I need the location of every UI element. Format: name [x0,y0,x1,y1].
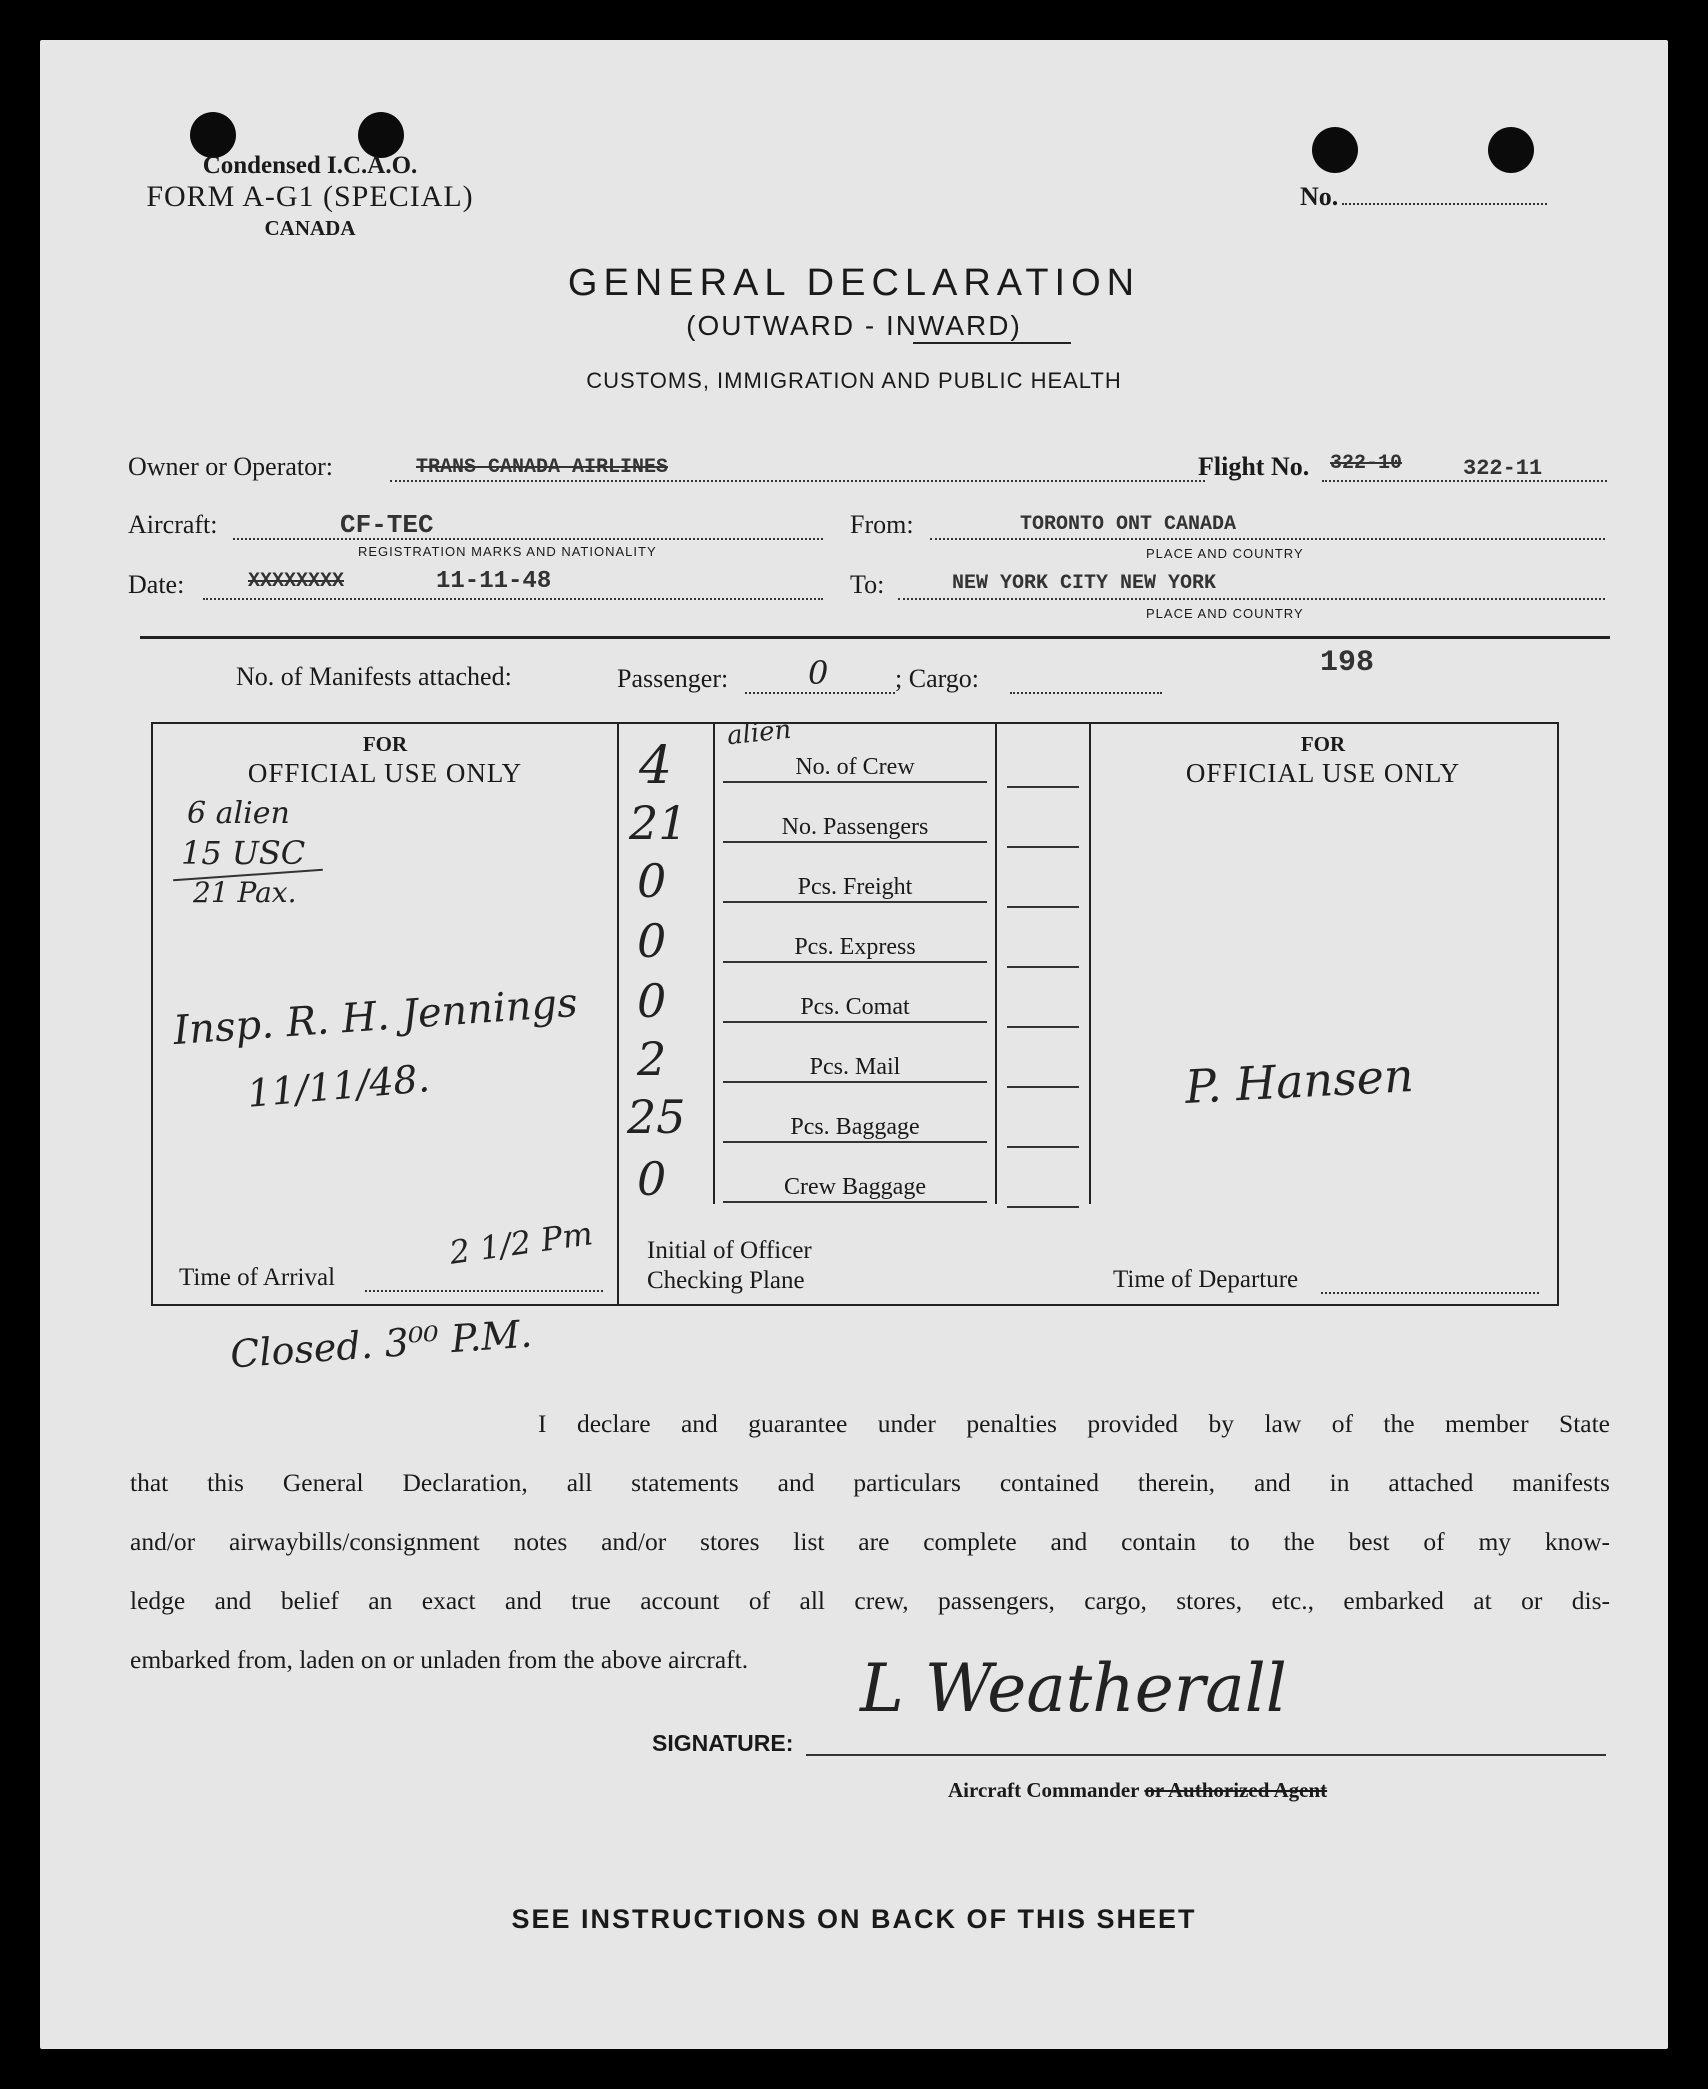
header-separator [140,636,1610,639]
owner-line [390,480,1205,482]
date-struck: XXXXXXXX [248,570,345,593]
right-official-column [1089,724,1557,1304]
initial-officer-line2: Checking Plane [647,1267,805,1294]
from-label: From: [850,510,914,539]
form-number [1300,182,1600,212]
row-crew-label: No. of Crew [723,754,987,783]
flight-number: 322-11 [1463,456,1543,481]
from-caption: PLACE AND COUNTRY [1146,546,1304,561]
instructions-footer: SEE INSTRUCTIONS ON BACK OF THIS SHEET [511,1904,1197,1934]
form-id-block [110,152,510,241]
owner-value: TRANS CANADA AIRLINES [416,456,669,479]
aircraft-line [233,538,823,540]
declaration-line: and/or airwaybills/consignment notes and/or stores list are complete and contain to the best of my know- [130,1527,1610,1556]
cargo-manifest-line [1010,692,1162,694]
passenger-manifest-value: 0 [808,654,829,692]
left-for-label: FOR [362,732,408,756]
commander-signature: L Weatherall [860,1650,1287,1727]
row-express-label: Pcs. Express [723,934,987,963]
page-subtitle: (OUTWARD - INWARD) [686,310,1022,341]
left-note-total: 21 Pax. [193,876,297,909]
passenger-manifest-label: Passenger: [617,664,729,693]
passenger-count: 21 [629,796,688,850]
owner-label: Owner or Operator: [128,452,334,481]
row-passengers-label: No. Passengers [723,814,987,843]
date-value: 11-11-48 [436,568,552,595]
aircraft-value: CF-TEC [340,510,434,540]
flight-number-struck: 322-10 [1330,452,1403,475]
check-line [1007,966,1079,968]
time-of-departure-label: Time of Departure [1113,1266,1299,1293]
row-crew-baggage-label: Crew Baggage [723,1174,987,1203]
row-baggage-label: Pcs. Baggage [723,1114,987,1143]
cargo-manifest-value: 198 [1320,646,1375,680]
page-title: GENERAL DECLARATION [567,262,1141,304]
form-number-label: No. [1300,182,1339,211]
check-line [1007,906,1079,908]
from-line [930,538,1605,540]
declaration-line: I declare and guarantee under penalties provided by law of the member State [538,1409,1610,1438]
form-paper [40,40,1668,2049]
official-use-table [151,714,1559,1306]
declaration-line: ledge and belief an exact and true account of all crew, passengers, cargo, stores, etc., embarked at or dis- [130,1586,1610,1615]
from-value: TORONTO ONT CANADA [1020,513,1237,536]
closed-time-note: Closed. 3⁰⁰ P.M. [228,1311,534,1377]
signature-role-agent-struck: or Authorized Agent [1144,1778,1328,1802]
left-note-aliens: 6 alien [187,796,290,831]
row-freight-label: Pcs. Freight [723,874,987,903]
crew-baggage-count: 0 [637,1152,667,1206]
express-count: 0 [637,914,667,968]
count-value-column [619,724,715,1204]
inspector-signature: Insp. R. H. Jennings [171,979,580,1055]
signature-label: SIGNATURE: [652,1730,794,1756]
to-label: To: [850,570,885,599]
count-label-column [715,714,995,1204]
mail-count: 2 [637,1032,667,1086]
time-of-arrival-label: Time of Arrival [179,1264,336,1291]
check-line [1007,1026,1079,1028]
check-column [995,724,1091,1204]
aircraft-caption: REGISTRATION MARKS AND NATIONALITY [358,544,657,559]
passenger-manifest-line [745,692,895,694]
row-mail-label: Pcs. Mail [723,1054,987,1083]
form-name: FORM A-G1 (SPECIAL) [146,180,474,213]
signature-line [806,1754,1606,1756]
page-purpose: CUSTOMS, IMMIGRATION AND PUBLIC HEALTH [586,368,1122,393]
initial-officer-label [647,1236,812,1296]
signature-role [948,1778,1327,1803]
freight-count: 0 [637,854,667,908]
condensed-label: Condensed I.C.A.O. [202,152,418,179]
time-of-departure-line [1321,1292,1539,1294]
inspector-date: 11/11/48. [245,1056,432,1116]
right-officer-signature: P. Hansen [1183,1048,1415,1114]
crew-count: 4 [639,736,673,796]
check-line [1007,846,1079,848]
flight-label: Flight No. [1198,452,1310,481]
declaration-text [130,1394,1610,1689]
time-of-arrival-value: 2 1/2 Pm [447,1214,596,1272]
check-line [1007,1146,1079,1148]
inward-underline [913,342,1071,344]
form-number-blank [1342,203,1547,205]
right-for-label: FOR [1300,732,1346,756]
right-official-title: OFFICIAL USE ONLY [1185,758,1461,788]
check-line [1007,1206,1079,1208]
manifests-label: No. of Manifests attached: [236,662,512,691]
to-caption: PLACE AND COUNTRY [1146,606,1304,621]
to-line [898,598,1605,600]
check-line [1007,1086,1079,1088]
time-of-arrival-line [365,1290,603,1292]
left-official-column [153,724,619,1304]
baggage-count: 25 [627,1090,686,1144]
aircraft-label: Aircraft: [128,510,218,539]
left-note-usc: 15 USC [181,834,306,872]
declaration-line: embarked from, laden on or unladen from the above aircraft. [130,1645,749,1674]
punch-hole [1312,127,1358,173]
comat-count: 0 [637,974,667,1028]
signature-role-commander: Aircraft Commander [948,1778,1140,1802]
check-line [1007,786,1079,788]
form-country: CANADA [264,216,356,240]
cargo-manifest-label: ; Cargo: [895,664,980,693]
initial-officer-line1: Initial of Officer [647,1237,812,1264]
date-label: Date: [128,570,185,599]
declaration-line: that this General Declaration, all statements and particulars contained therein, and in attached manifests [130,1468,1610,1497]
crew-alien-note: alien [725,714,793,752]
punch-hole [1488,127,1534,173]
row-comat-label: Pcs. Comat [723,994,987,1023]
date-line [203,598,823,600]
to-value: NEW YORK CITY NEW YORK [952,572,1217,595]
left-official-title: OFFICIAL USE ONLY [247,758,523,788]
